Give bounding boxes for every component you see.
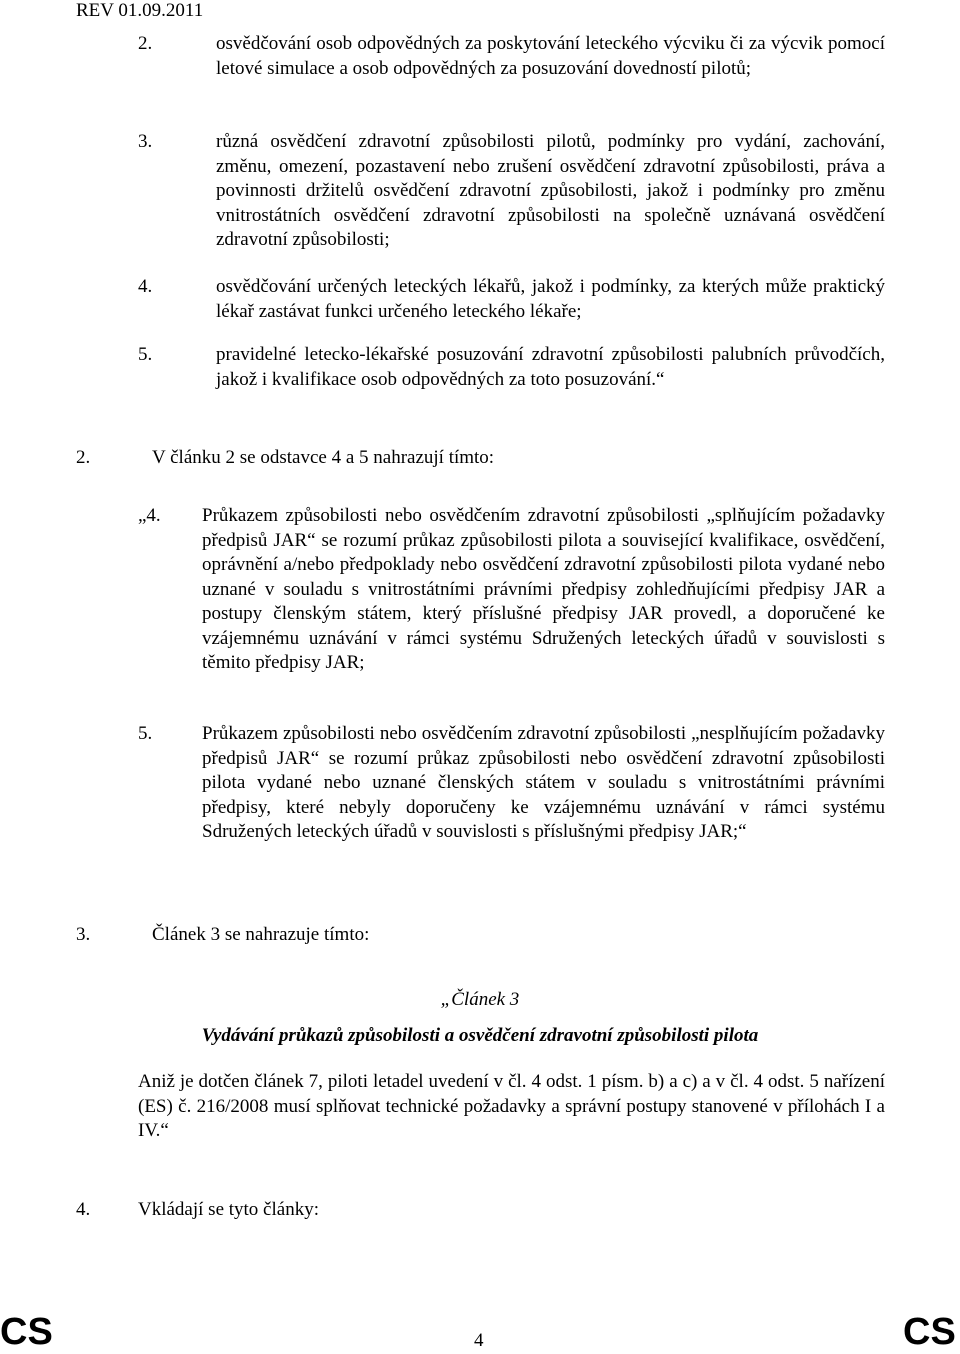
list-item-text: Průkazem způsobilosti nebo osvědčením zdravotní způsobilosti „nesplňujícím požadavky předpisů JAR“ se rozumí průkaz způsobilosti nebo osvědčení zdravotní způsobilosti pilota vydané nebo uznané členských státem v souladu s vnitrostátními právními předpisy, které nebyly doporučeny ke vzájemnému uznávání v rámci systému Sdružených leteckých úřadů v souvislosti s příslušnými předpisy JAR;“ [202, 723, 885, 842]
footer-language-left: CS [0, 1311, 53, 1353]
revision-label: REV 01.09.2011 [76, 0, 204, 21]
list-item-text: osvědčování osob odpovědných za poskytování leteckého výcviku či za výcvik pomocí letové simulace a osob odpovědných za posuzování dovedností pilotů; [216, 33, 885, 79]
point-text: Vkládají se tyto články: [138, 1199, 319, 1220]
point-text: V článku 2 se odstavce 4 a 5 nahrazují tímto: [152, 447, 495, 468]
footer-language-right: CS [903, 1311, 956, 1353]
list-item-number: 5. [138, 723, 153, 744]
list-item-number: 4. [138, 276, 153, 297]
list-item-number: „4. [138, 505, 161, 526]
list-item-text: různá osvědčení zdravotní způsobilosti pilotů, podmínky pro vydání, zachování, změnu, omezení, pozastavení nebo zrušení osvědčení zdravotní způsobilosti, práva a povinnosti držitelů osvědčení zdravotní způsobilosti, jakož i podmínky pro změnu vnitrostátních osvědčení zdravotní způsobilosti na společně uznávaná osvědčení zdravotní způsobilosti; [216, 131, 885, 250]
list-item-number: 3. [138, 131, 153, 152]
point-number: 4. [76, 1199, 91, 1220]
point-text: Článek 3 se nahrazuje tímto: [152, 924, 370, 945]
list-item-text: pravidelné letecko-lékařské posuzování zdravotní způsobilosti palubních průvodčích, jakož i kvalifikace osob odpovědných za toto posuzování.“ [216, 344, 885, 390]
point-number: 3. [76, 924, 91, 945]
list-item-text: Průkazem způsobilosti nebo osvědčením zdravotní způsobilosti „splňujícím požadavky předpisů JAR“ se rozumí průkaz způsobilosti pilota a související kvalifikace, osvědčení, oprávnění a/nebo předpoklady nebo osvědčení zdravotní způsobilosti pilota vydané nebo uznané v souladu s vnitrostátními právními předpisy zohledňujícími předpisy JAR a postupy členským státem, který příslušné předpisy JAR provedl, a doporučené ke vzájemnému uznávání v rámci systému Sdružených leteckých úřadů v souvislosti s těmito předpisy JAR; [202, 505, 885, 673]
list-item-number: 5. [138, 344, 153, 365]
article-body: Aniž je dotčen článek 7, piloti letadel uvedení v čl. 4 odst. 1 písm. b) a c) a v čl. 4 odst. 5 nařízení (ES) č. 216/2008 musí splňovat technické požadavky a správní postupy stanovené v přílohách I a IV.“ [138, 1071, 885, 1141]
list-item-text: osvědčování určených leteckých lékařů, jakož i podmínky, za kterých může praktický lékař zastávat funkci určeného leteckého lékaře; [216, 276, 885, 322]
page-number: 4 [474, 1330, 484, 1351]
article-heading: „Článek 3 [440, 989, 520, 1010]
point-number: 2. [76, 447, 91, 468]
article-title: Vydávání průkazů způsobilosti a osvědčení zdravotní způsobilosti pilota [201, 1025, 759, 1046]
list-item-number: 2. [138, 33, 153, 54]
